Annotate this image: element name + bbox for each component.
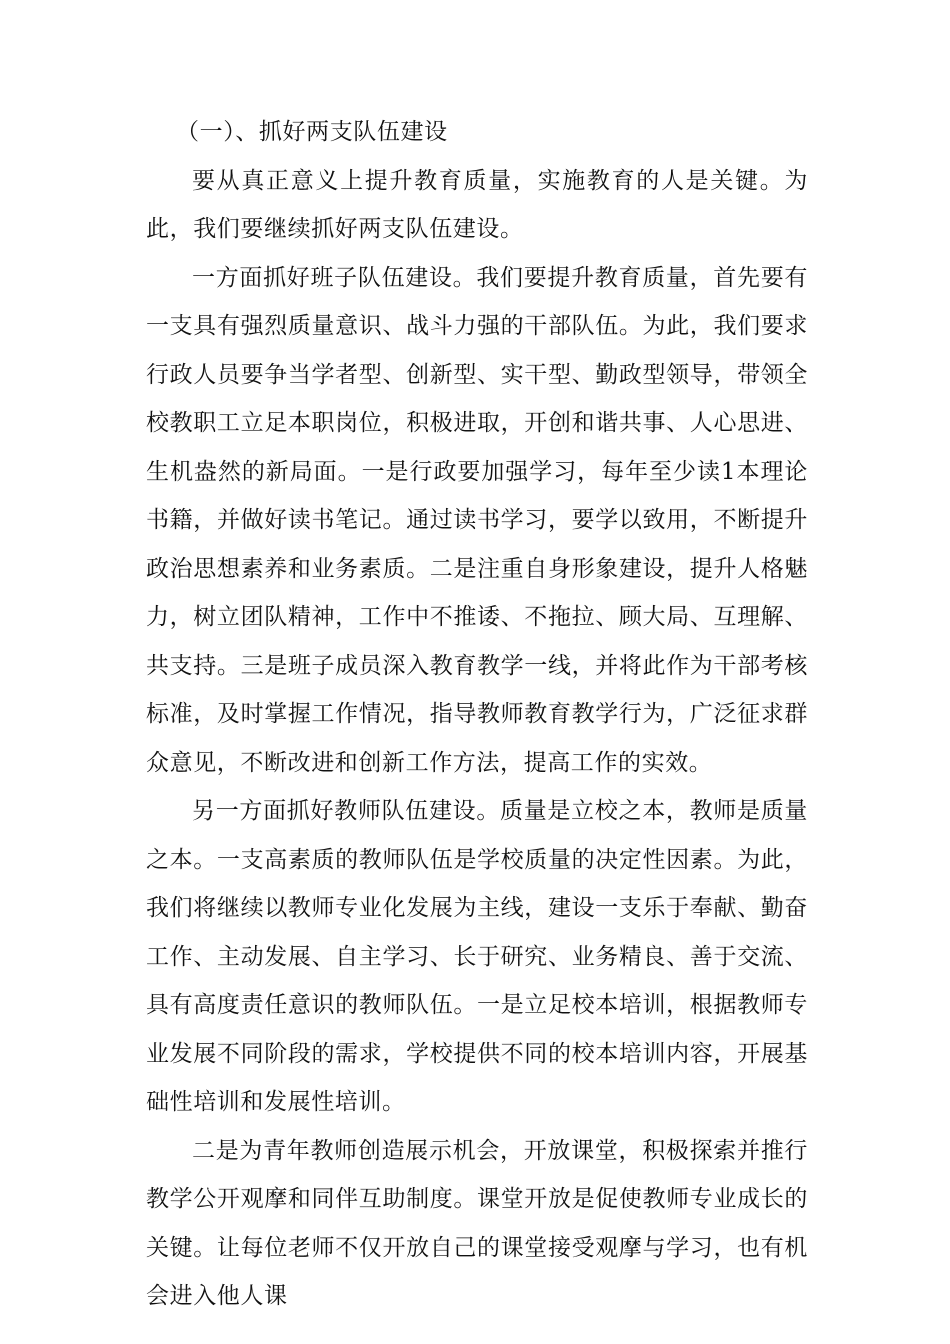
paragraph: 二是为青年教师创造展示机会，开放课堂，积极探索并推行教学公开观摩和同伴互助制度。课堂开放是促使教师专业成长的关键。让每位老师不仅开放自己的课堂接受观摩与学习，也有机会进入他人课 xyxy=(146,1137,808,1309)
paragraph: 要从真正意义上提升教育质量，实施教育的人是关键。为此，我们要继续抓好两支队伍建设。 xyxy=(146,167,808,242)
paragraph: 一方面抓好班子队伍建设。我们要提升教育质量，首先要有一支具有强烈质量意识、战斗力强的干部队伍。为此，我们要求行政人员要争当学者型、创新型、实干型、勤政型领导，带领全校教职工立足本职岗位，积极进取，开创和谐共事、人心思进、生机盎然的新局面。一是行政要加强学习，每年至少读1本理论书籍，并做好读书笔记。通过读书学习，要学以致用，不断提升政治思想素养和业务素质。二是注重自身形象建设，提升人格魅力，树立团队精神，工作中不推诿、不拖拉、顾大局、互理解、共支持。三是班子成员深入教育教学一线，并将此作为干部考核标准，及时掌握工作情况，指导教师教育教学行为，广泛征求群众意见，不断改进和创新工作方法，提高工作的实效。 xyxy=(146,264,808,776)
section-heading: （一）、抓好两支队伍建设 xyxy=(176,119,448,145)
document-body xyxy=(146,108,808,1321)
paragraph: 另一方面抓好教师队伍建设。质量是立校之本，教师是质量之本。一支高素质的教师队伍是学校质量的决定性因素。为此，我们将继续以教师专业化发展为主线，建设一支乐于奉献、勤奋工作、主动发展、自主学习、长于研究、业务精良、善于交流、具有高度责任意识的教师队伍。一是立足校本培训，根据教师专业发展不同阶段的需求，学校提供不同的校本培训内容，开展基础性培训和发展性培训。 xyxy=(146,798,808,1115)
